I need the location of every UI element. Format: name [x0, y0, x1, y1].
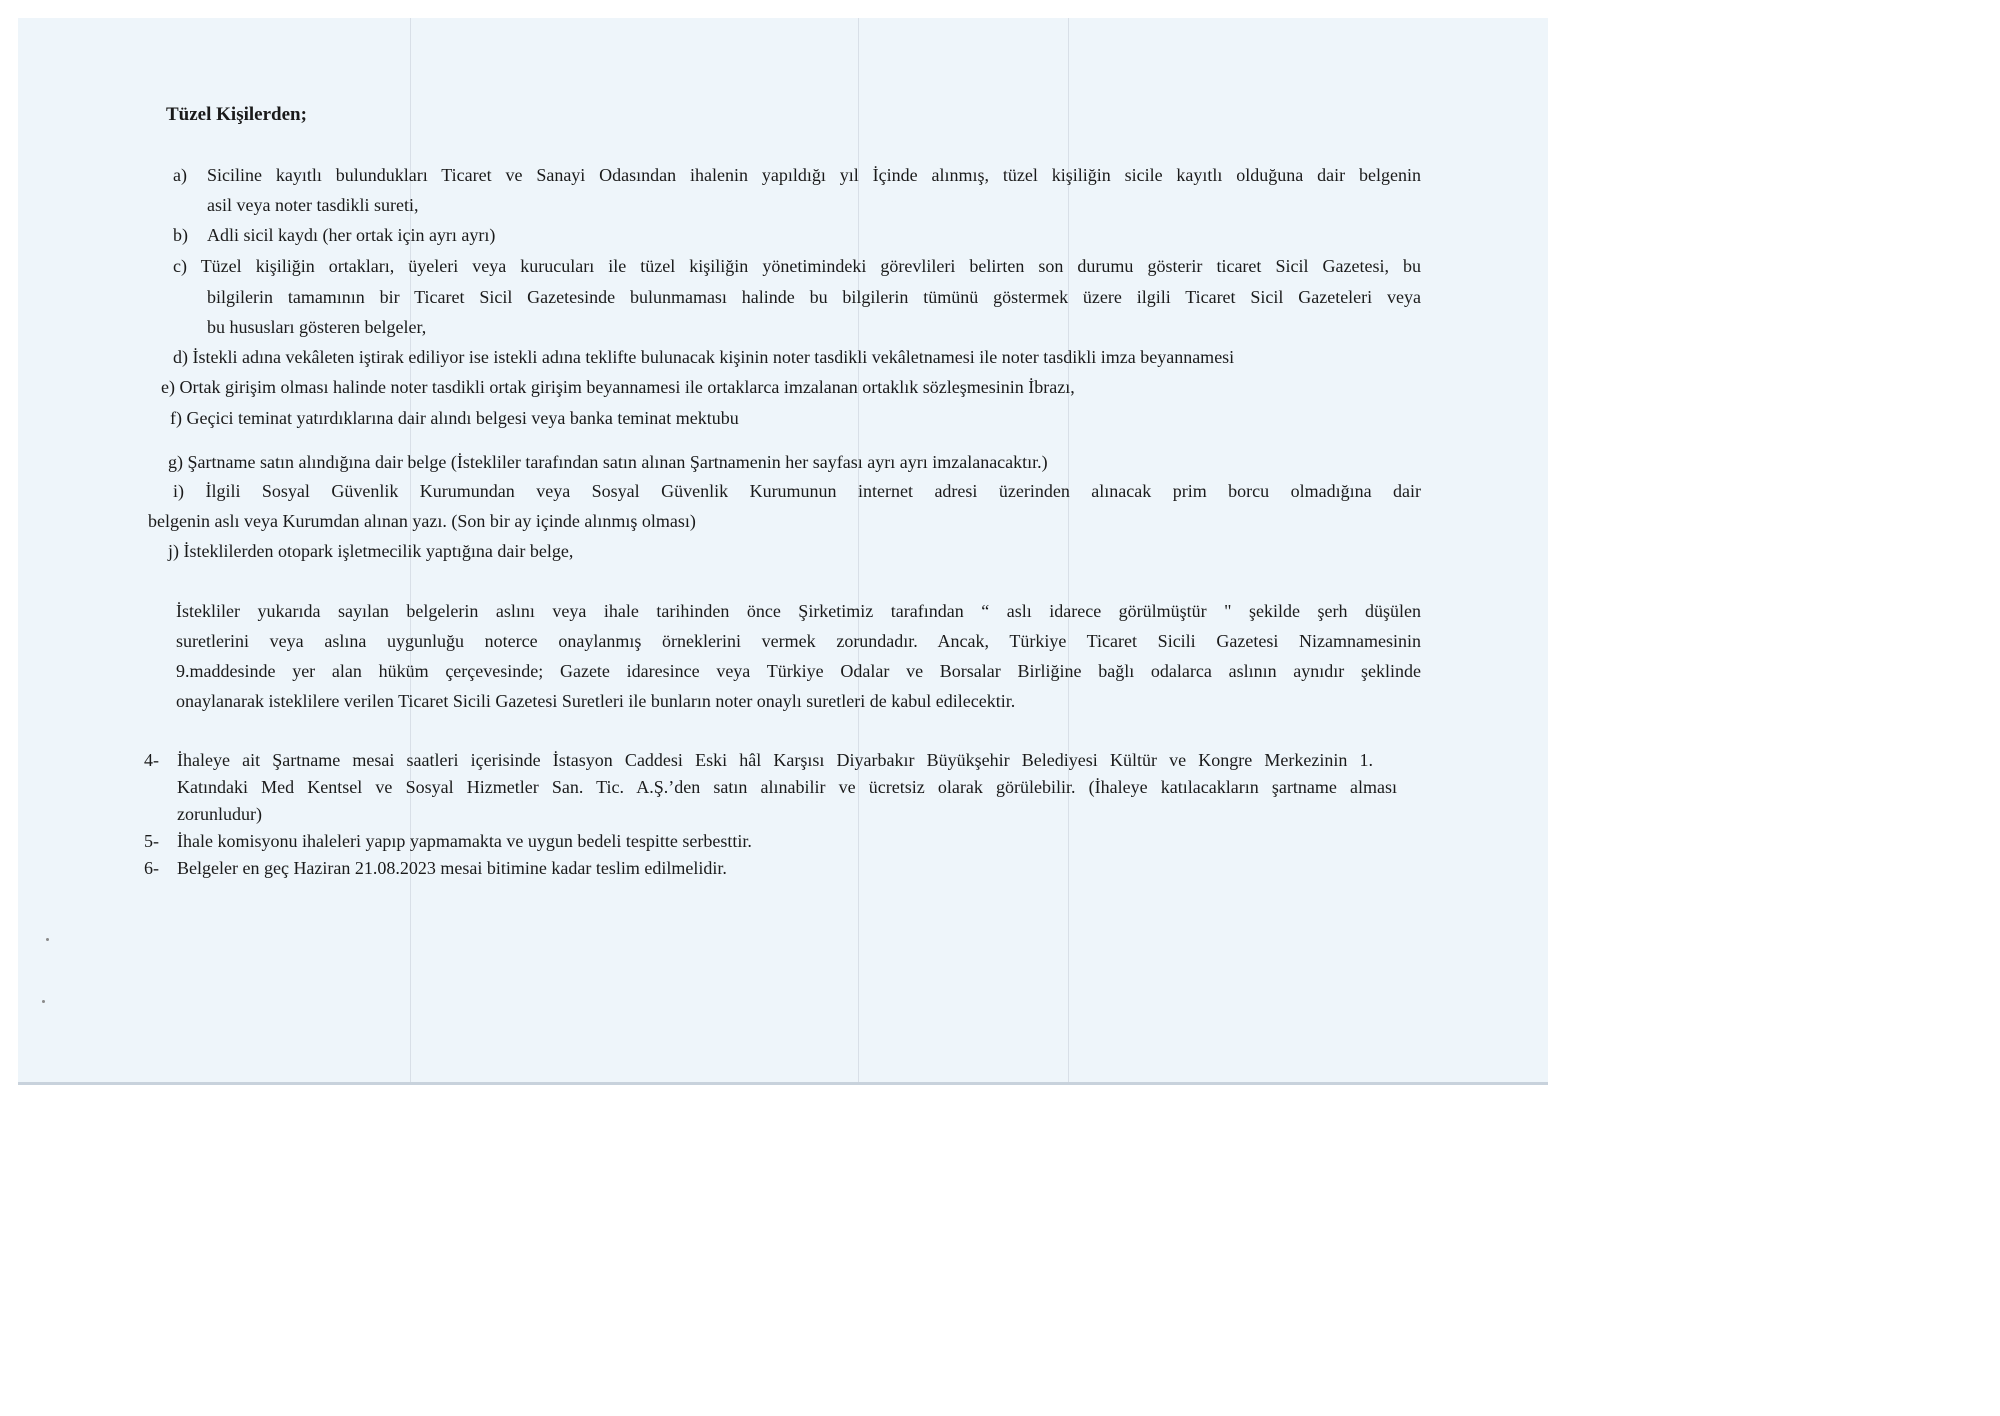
item-a-text-line1: Siciline kayıtlı bulundukları Ticaret ve Sanayi Odasından ihalenin yapıldığı yıl İçinde alınmış, tüzel kişiliğin sicile kayıtlı olduğuna dair belgenin: [207, 165, 1421, 185]
paragraph-line3: 9.maddesinde yer alan hüküm çerçevesinde; Gazete idaresince veya Türkiye Odalar ve Borsalar Birliğine bağlı odalarca aslının aynıdır şeklinde: [176, 661, 1421, 681]
item-6-number: 6-: [144, 858, 159, 878]
item-d-text: d) İstekli adına vekâleten iştirak ediliyor ise istekli adına teklifte bulunacak kişinin noter tasdikli vekâletnamesi ile noter tasdikli imza beyannamesi: [173, 347, 1235, 367]
item-i-text-line2: belgenin aslı veya Kurumdan alınan yazı. (Son bir ay içinde alınmış olması): [148, 511, 696, 531]
item-b-label: b): [173, 225, 188, 245]
item-5-text: İhale komisyonu ihaleleri yapıp yapmamakta ve uygun bedeli tespitte serbesttir.: [177, 831, 752, 851]
item-4-number: 4-: [144, 750, 159, 770]
item-a-text-line2: asil veya noter tasdikli sureti,: [207, 195, 419, 215]
item-4-text-line1: İhaleye ait Şartname mesai saatleri içerisinde İstasyon Caddesi Eski hâl Karşısı Diyarbakır Büyükşehir Belediyesi Kültür ve Kongre Merkezinin 1.: [177, 750, 1373, 770]
item-j-text: j) İsteklilerden otopark işletmecilik yaptığına dair belge,: [168, 541, 574, 561]
scan-speck: [42, 1000, 45, 1003]
section-heading: Tüzel Kişilerden;: [166, 104, 307, 125]
item-c-text-line3: bu hususları gösteren belgeler,: [207, 317, 427, 337]
item-4-text-line3: zorunludur): [177, 804, 262, 824]
scan-speck: [46, 938, 49, 941]
item-g-text: g) Şartname satın alındığına dair belge (İstekliler tarafından satın alınan Şartnamenin her sayfası ayrı ayrı imzalanacaktır.): [168, 452, 1048, 472]
item-c-text-line1: c) Tüzel kişiliğin ortakları, üyeleri veya kurucuları ile tüzel kişiliğin yönetimindeki görevlileri belirten son durumu gösterir ticaret Sicil Gazetesi, bu: [173, 256, 1421, 276]
item-i-text-line1: i) İlgili Sosyal Güvenlik Kurumundan veya Sosyal Güvenlik Kurumunun internet adresi üzerinden alınacak prim borcu olmadığına dair: [173, 481, 1421, 501]
paragraph-line1: İstekliler yukarıda sayılan belgelerin aslını veya ihale tarihinden önce Şirketimiz tarafından “ aslı idarece görülmüştür " şekilde şerh düşülen: [176, 601, 1421, 621]
item-f-text: f) Geçici teminat yatırdıklarına dair alındı belgesi veya banka teminat mektubu: [170, 408, 739, 428]
paragraph-line2: suretlerini veya aslına uygunluğu noterce onaylanmış örneklerini vermek zorundadır. Ancak, Türkiye Ticaret Sicili Gazetesi Nizamnamesinin: [176, 631, 1421, 651]
item-4-text-line2: Katındaki Med Kentsel ve Sosyal Hizmetler San. Tic. A.Ş.’den satın alınabilir ve ücretsiz olarak görülebilir. (İhaleye katılacakların şartname alması: [177, 777, 1397, 797]
paragraph-line4: onaylanarak isteklilere verilen Ticaret Sicili Gazetesi Suretleri ile bunların noter onaylı suretleri de kabul edilecektir.: [176, 691, 1016, 711]
item-c-text-line2: bilgilerin tamamının bir Ticaret Sicil Gazetesinde bulunmaması halinde bu bilgilerin tümünü göstermek üzere ilgili Ticaret Sicil Gazeteleri veya: [207, 287, 1421, 307]
scan-edge: [18, 1082, 1548, 1085]
item-6-text: Belgeler en geç Haziran 21.08.2023 mesai bitimine kadar teslim edilmelidir.: [177, 858, 727, 878]
item-a-label: a): [173, 165, 187, 185]
item-5-number: 5-: [144, 831, 159, 851]
item-b-text-line1: Adli sicil kaydı (her ortak için ayrı ayrı): [207, 225, 496, 245]
item-e-text: e) Ortak girişim olması halinde noter tasdikli ortak girişim beyannamesi ile ortaklarca imzalanan ortaklık sözleşmesinin İbrazı,: [161, 377, 1075, 397]
